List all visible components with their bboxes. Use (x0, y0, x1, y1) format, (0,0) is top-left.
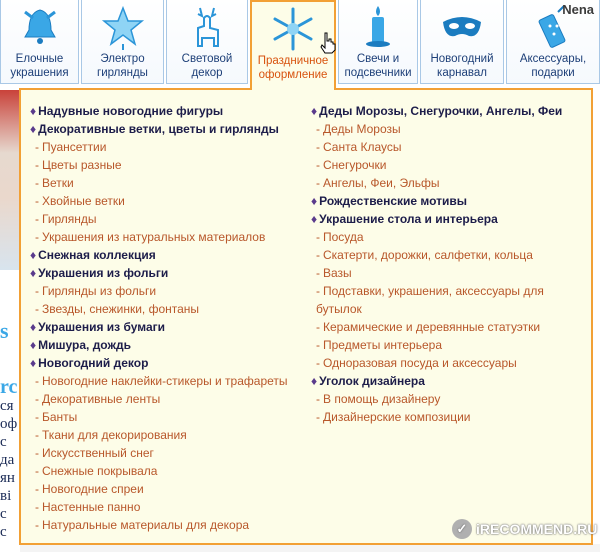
menu-item-label: Банты (42, 410, 78, 424)
dash-bullet: - (316, 176, 320, 190)
menu-subcategory[interactable] (30, 282, 310, 300)
tab-label: Праздничное оформление (257, 55, 329, 81)
menu-item-label: Гирлянды (42, 212, 97, 226)
background-letter: оф (0, 416, 18, 432)
background-letter: s (0, 318, 9, 343)
background-letter: с (0, 524, 7, 540)
menu-item-label: Пуансеттии (42, 140, 107, 154)
menu-subcategory[interactable] (30, 192, 310, 210)
tab-candles[interactable] (338, 0, 418, 84)
tab-label: Электро гирлянды (97, 53, 148, 79)
watermark (452, 519, 597, 539)
diamond-bullet-icon: ♦ (30, 248, 37, 262)
menu-item-label: Новогодний декор (38, 356, 149, 370)
dash-bullet: - (316, 158, 320, 172)
menu-column-left (30, 102, 310, 534)
menu-category[interactable] (30, 246, 310, 264)
tab-label: Аксессуары, подарки (519, 53, 587, 79)
star-icon (100, 4, 146, 50)
menu-item-label: Цветы разные (42, 158, 122, 172)
dash-bullet: - (35, 518, 39, 532)
menu-item-label: Скатерти, дорожки, салфетки, кольца (323, 248, 533, 262)
dash-bullet: - (35, 374, 39, 388)
dash-bullet: - (316, 338, 320, 352)
menu-subcategory[interactable] (311, 336, 563, 354)
dash-bullet: - (35, 194, 39, 208)
menu-item-label: Снегурочки (323, 158, 387, 172)
diamond-bullet-icon: ♦ (311, 194, 318, 208)
menu-subcategory[interactable] (30, 426, 310, 444)
bell-icon (17, 4, 63, 50)
dash-bullet: - (35, 302, 39, 316)
tab-label: Елочные украшения (10, 53, 69, 79)
hand-cursor-icon (319, 32, 337, 54)
menu-subcategory[interactable] (311, 228, 563, 246)
menu-item-label: Вазы (323, 266, 352, 280)
menu-item-label: Гирлянды из фольги (42, 284, 157, 298)
menu-category[interactable] (311, 192, 563, 210)
dash-bullet: - (316, 230, 320, 244)
dash-bullet: - (35, 176, 39, 190)
menu-item-label: Настенные панно (42, 500, 141, 514)
dash-bullet: - (35, 500, 39, 514)
menu-item-label: Предметы интерьера (323, 338, 443, 352)
menu-subcategory[interactable] (30, 462, 310, 480)
menu-item-label: Украшения из бумаги (38, 320, 165, 334)
tab-light-decor[interactable] (166, 0, 248, 84)
menu-subcategory[interactable] (30, 138, 310, 156)
dash-bullet: - (316, 320, 320, 334)
menu-category[interactable] (30, 336, 310, 354)
dash-bullet: - (35, 482, 39, 496)
diamond-bullet-icon: ♦ (311, 212, 318, 226)
menu-subcategory[interactable] (30, 480, 310, 498)
menu-subcategory[interactable] (311, 174, 563, 192)
dash-bullet: - (316, 392, 320, 406)
menu-item-label: Санта Клаусы (323, 140, 402, 154)
menu-subcategory[interactable] (311, 120, 563, 138)
menu-subcategory[interactable] (311, 264, 563, 282)
dash-bullet: - (35, 212, 39, 226)
menu-subcategory[interactable] (311, 408, 563, 426)
menu-item-label: Ткани для декорирования (42, 428, 187, 442)
menu-subcategory[interactable] (30, 174, 310, 192)
tab-label: Свечи и подсвечники (344, 53, 412, 79)
dash-bullet: - (316, 356, 320, 370)
dropdown-menu (19, 88, 593, 545)
menu-item-label: Одноразовая посуда и аксессуары (323, 356, 517, 370)
menu-item-label: Подставки, украшения, аксессуары для бутылок (316, 284, 544, 316)
dash-bullet: - (316, 284, 320, 298)
menu-item-label: Хвойные ветки (42, 194, 125, 208)
dash-bullet: - (316, 266, 320, 280)
background-photo (0, 90, 20, 270)
menu-item-label: Рождественские мотивы (319, 194, 468, 208)
dash-bullet: - (35, 392, 39, 406)
tab-label: Новогодний карнавал (430, 53, 494, 79)
background-letter: ся (0, 398, 14, 414)
diamond-bullet-icon: ♦ (311, 374, 318, 388)
menu-category[interactable] (30, 354, 310, 372)
menu-item-label: Деды Морозы (323, 122, 401, 136)
menu-category[interactable] (30, 102, 310, 120)
menu-item-label: Ангелы, Феи, Эльфы (323, 176, 440, 190)
menu-item-label: Украшение стола и интерьера (319, 212, 498, 226)
menu-item-label: Искусственный снег (42, 446, 154, 460)
menu-item-label: Звезды, снежинки, фонтаны (42, 302, 200, 316)
menu-category[interactable] (311, 210, 563, 228)
menu-subcategory[interactable] (30, 156, 310, 174)
dash-bullet: - (316, 140, 320, 154)
background-letter: с (0, 506, 7, 522)
menu-category[interactable] (311, 372, 563, 390)
menu-item-label: Мишура, дождь (38, 338, 131, 352)
menu-subcategory[interactable] (311, 354, 563, 372)
menu-item-label: Дизайнерские композиции (323, 410, 471, 424)
menu-subcategory[interactable] (30, 408, 310, 426)
menu-item-label: Керамические и деревянные статуэтки (323, 320, 541, 334)
menu-subcategory[interactable] (30, 390, 310, 408)
menu-category[interactable] (30, 264, 310, 282)
menu-subcategory[interactable] (30, 210, 310, 228)
menu-item-label: Снежные покрывала (42, 464, 158, 478)
dash-bullet: - (35, 464, 39, 478)
menu-item-label: Украшения из натуральных материалов (42, 230, 266, 244)
dash-bullet: - (35, 428, 39, 442)
diamond-bullet-icon: ♦ (30, 320, 37, 334)
background-letter: с (0, 434, 7, 450)
menu-subcategory[interactable] (30, 498, 310, 516)
dash-bullet: - (35, 230, 39, 244)
diamond-bullet-icon: ♦ (30, 122, 37, 136)
diamond-bullet-icon: ♦ (30, 266, 37, 280)
candle-icon (355, 4, 401, 50)
menu-subcategory[interactable] (311, 156, 563, 174)
menu-item-label: Декоративные ветки, цветы и гирлянды (38, 122, 279, 136)
menu-item-label: Деды Морозы, Снегурочки, Ангелы, Феи (319, 104, 563, 118)
menu-subcategory[interactable] (311, 246, 563, 264)
dash-bullet: - (35, 140, 39, 154)
menu-item-label: Натуральные материалы для декора (42, 518, 250, 532)
background-letter: ві (0, 488, 12, 504)
dash-bullet: - (316, 410, 320, 424)
background-letter: да (0, 452, 15, 468)
menu-item-label: Снежная коллекция (38, 248, 156, 262)
tab-label: Световой декор (181, 53, 233, 79)
dash-bullet: - (35, 158, 39, 172)
menu-subcategory[interactable] (30, 516, 310, 534)
diamond-bullet-icon: ♦ (30, 338, 37, 352)
menu-item-label: Посуда (323, 230, 364, 244)
dash-bullet: - (35, 284, 39, 298)
menu-item-label: Новогодние спреи (42, 482, 144, 496)
tab-christmas-ornaments[interactable] (0, 0, 79, 84)
diamond-bullet-icon: ♦ (311, 104, 318, 118)
menu-subcategory[interactable] (30, 444, 310, 462)
menu-subcategory[interactable] (311, 138, 563, 156)
menu-subcategory[interactable] (30, 372, 310, 390)
background-letter: ян (0, 470, 15, 486)
menu-item-label: Декоративные ленты (42, 392, 161, 406)
background-strip (20, 544, 600, 552)
background-letter: rc (0, 376, 18, 398)
diamond-bullet-icon: ♦ (30, 104, 37, 118)
watermark-text: iRECOMMEND.RU (476, 521, 598, 537)
user-name[interactable]: Nena (562, 2, 594, 17)
menu-subcategory[interactable] (311, 318, 563, 336)
category-nav (0, 0, 600, 88)
menu-item-label: Ветки (42, 176, 74, 190)
dash-bullet: - (35, 410, 39, 424)
tab-carnival[interactable] (420, 0, 504, 84)
mask-icon (439, 4, 485, 50)
dash-bullet: - (316, 122, 320, 136)
menu-category[interactable] (311, 102, 563, 120)
recommend-logo-icon: ✓ (452, 519, 472, 539)
menu-item-label: Уголок дизайнера (319, 374, 425, 388)
menu-subcategory[interactable] (311, 282, 563, 318)
snowflake-icon (270, 6, 316, 52)
menu-category[interactable] (30, 120, 310, 138)
menu-item-label: Украшения из фольги (38, 266, 169, 280)
diamond-bullet-icon: ♦ (30, 356, 37, 370)
dash-bullet: - (35, 446, 39, 460)
tab-electric-garlands[interactable] (81, 0, 164, 84)
menu-item-label: Новогодние наклейки-стикеры и трафареты (42, 374, 288, 388)
dash-bullet: - (316, 248, 320, 262)
menu-item-label: Надувные новогодние фигуры (38, 104, 224, 118)
menu-column-right (311, 102, 563, 426)
menu-item-label: В помощь дизайнеру (323, 392, 441, 406)
reindeer-icon (184, 4, 230, 50)
menu-subcategory[interactable] (30, 300, 310, 318)
menu-category[interactable] (30, 318, 310, 336)
menu-subcategory[interactable] (311, 390, 563, 408)
menu-subcategory[interactable] (30, 228, 310, 246)
